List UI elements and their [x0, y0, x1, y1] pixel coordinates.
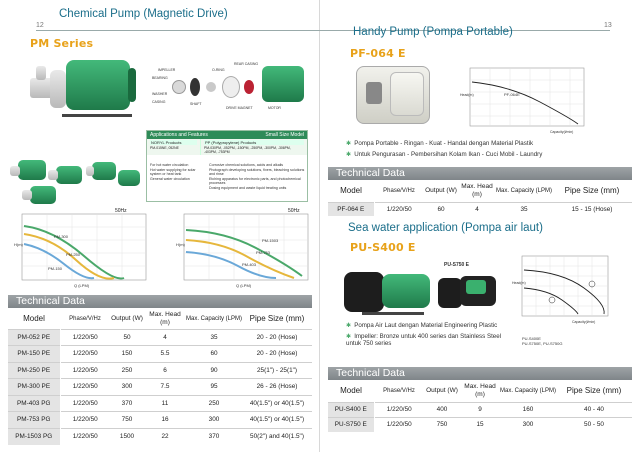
- table-cell: 95: [186, 379, 242, 396]
- small-pumps-image: [8, 150, 148, 210]
- curve-label: PM-250: [66, 252, 81, 257]
- use-item: Photograph developing solutions, fixers, bleaching solutions and rinse: [209, 167, 305, 177]
- curve-label: PM-753: [256, 250, 271, 255]
- bullet-item: ✱ Pompa Air Laut dengan Material Engineering Plastic: [346, 322, 498, 329]
- table-cell: 300: [186, 412, 242, 429]
- col-header: Output (W): [424, 180, 458, 202]
- part-label: DRIVE MAGNET: [226, 106, 253, 110]
- model-cell: PM-1503 PG: [8, 428, 60, 445]
- pu-technical-table: [328, 380, 632, 432]
- table-cell: 300: [500, 417, 556, 432]
- chart2-performance-curve: [176, 212, 312, 288]
- table-cell: 250: [110, 362, 144, 379]
- table-cell: 40(1.5") or 40(1.5"): [242, 412, 312, 429]
- use-item: For hot water circulation: [150, 163, 189, 167]
- col-header: Max. Head (m): [460, 380, 500, 402]
- pu-s750-label: PU-S750 E: [444, 262, 470, 268]
- table-cell: 160: [500, 402, 556, 417]
- chart2-xlabel: Q (LPM): [236, 283, 252, 288]
- sea-technical-data-header: Technical Data: [328, 367, 632, 380]
- use-item: Dosing equipment and waste liquid treating units: [209, 185, 287, 190]
- pu-bullets: [346, 322, 516, 348]
- top-rule: [36, 30, 320, 31]
- bullet-text: Pompa Air Laut dengan Material Engineering Plastic: [354, 322, 498, 329]
- table-row: [8, 395, 312, 412]
- table-cell: 16: [144, 412, 186, 429]
- table-cell: 1/220/50: [60, 379, 110, 396]
- sea-series-title: PU-S400 E: [350, 241, 416, 254]
- model-cell: PM-150 PE: [8, 346, 60, 363]
- bullet-item: ✱ Impeller: Bronze untuk 400 series dan Stainless Steel untuk 750 series: [346, 332, 502, 347]
- table-cell: 1/220/50: [60, 346, 110, 363]
- model-cell: PM-403 PG: [8, 395, 60, 412]
- table-cell: 1/220/50: [374, 202, 424, 216]
- table-cell: 5.5: [144, 346, 186, 363]
- table-cell: 150: [110, 346, 144, 363]
- curve-label: PM-150: [48, 266, 63, 271]
- col-header: Max. Head (m): [144, 309, 186, 329]
- bullet-text: Untuk Pengurasan - Pembersihan Kolam Ikan - Cuci Mobil - Laundry: [354, 150, 543, 158]
- table-row: [8, 379, 312, 396]
- series-title: PF-064 E: [350, 47, 406, 60]
- use-item: Hot water supplying for solar system or heat tank: [150, 167, 196, 177]
- use-item: Etching apparatus for electronic parts, and photochemical processes: [209, 176, 301, 186]
- table-row: [8, 346, 312, 363]
- table-cell: 400: [424, 402, 460, 417]
- chart1-ylabel: H(m): [14, 242, 23, 247]
- pp-models: PM-030PM, -052PM, -150PM, -250PM, -300PM, -306PM, -403PM, -753PM: [204, 146, 291, 154]
- col-header: Max. Head (m): [458, 180, 496, 202]
- table-cell: 15: [460, 417, 500, 432]
- chart1-xlabel: Q (LPM): [74, 283, 90, 288]
- chart1-freq: 50Hz: [115, 208, 127, 214]
- table-cell: 750: [110, 412, 144, 429]
- table-row: [8, 428, 312, 445]
- table-row: [8, 329, 312, 346]
- table-row: [328, 417, 632, 432]
- table-cell: 20 - 20 (Hose): [242, 346, 312, 363]
- col-header: Output (W): [110, 309, 144, 329]
- chart-ylabel: Head(m): [460, 93, 474, 97]
- col-header: Max. Capacity (LPM): [496, 180, 552, 202]
- applications-header: [147, 131, 307, 139]
- table-cell: 15 - 15 (Hose): [552, 202, 632, 216]
- table-cell: 25(1") - 25(1"): [242, 362, 312, 379]
- table-cell: 4: [144, 329, 186, 346]
- model-cell: PM-300 PE: [8, 379, 60, 396]
- table-cell: 4: [458, 202, 496, 216]
- bullet-text: Impeller: Bronze untuk 400 series dan Stainless Steel untuk 750 series: [346, 332, 502, 347]
- table-cell: 1/220/50: [60, 395, 110, 412]
- part-label: MOTOR: [268, 106, 281, 110]
- part-label: WASHER: [152, 92, 168, 96]
- pu-s750-pump-image: [438, 270, 502, 318]
- table-cell: 1/220/50: [374, 417, 424, 432]
- part-label: SHAFT: [190, 102, 202, 106]
- page-title: Chemical Pump (Magnetic Drive): [59, 8, 228, 20]
- chart-ylabel: Head(m): [512, 281, 526, 285]
- col-header: Model: [328, 180, 374, 202]
- curve-label: PM-403: [242, 262, 257, 267]
- pf064-bullets: [346, 140, 636, 158]
- table-row: [8, 412, 312, 429]
- table-cell: 1/220/50: [60, 428, 110, 445]
- part-label: BEARING: [152, 76, 168, 80]
- sea-section-title: Sea water application (Pompa air laut): [348, 222, 543, 234]
- table-row: [328, 202, 632, 216]
- col-header: Output (W): [424, 380, 460, 402]
- table-cell: 300: [110, 379, 144, 396]
- use-item: General water circulation: [150, 176, 190, 181]
- col-header: Model: [328, 380, 374, 402]
- noryl-models: PM-015NE, 052NE: [150, 146, 179, 150]
- table-cell: 1/220/50: [60, 329, 110, 346]
- table-cell: 50 - 50: [556, 417, 632, 432]
- table-cell: 40(1.5") or 40(1.5"): [242, 395, 312, 412]
- col-header: Model: [8, 309, 60, 329]
- page-number: 13: [604, 22, 612, 29]
- col-header: Pipe Size (mm): [552, 180, 632, 202]
- col-header: Max. Capacity (LPM): [500, 380, 556, 402]
- uses-right: [209, 163, 305, 191]
- table-cell: 370: [186, 428, 242, 445]
- table-cell: 50(2") and 40(1.5"): [242, 428, 312, 445]
- col-header: Max. Capacity (LPM): [186, 309, 242, 329]
- page-title: Handy Pump (Pompa Portable): [353, 26, 513, 38]
- right-page: [320, 0, 640, 452]
- chart1-performance-curve: [14, 212, 150, 288]
- table-cell: 60: [186, 346, 242, 363]
- part-label: REAR CASING: [234, 62, 259, 66]
- pf064-pump-image: [350, 62, 436, 128]
- table-cell: 250: [186, 395, 242, 412]
- col-header: Phase/V/Hz: [374, 380, 424, 402]
- table-cell: 370: [110, 395, 144, 412]
- table-cell: 9: [460, 402, 500, 417]
- applications-title: Applications and Features: [150, 132, 208, 138]
- table-cell: 7.5: [144, 379, 186, 396]
- part-label: CASING: [152, 100, 166, 104]
- table-cell: 1500: [110, 428, 144, 445]
- table-cell: 90: [186, 362, 242, 379]
- bullet-text: Pompa Portable - Ringan - Kuat - Handal dengan Material Plastik: [354, 140, 534, 147]
- chart2-freq: 50Hz: [288, 208, 300, 214]
- uses-left: [150, 163, 200, 181]
- legend-item: PU-S400E: [522, 336, 541, 341]
- model-cell: PM-250 PE: [8, 362, 60, 379]
- col-header: Phase/V/Hz: [60, 309, 110, 329]
- table-cell: 1/220/50: [60, 412, 110, 429]
- model-cell: PM-753 PG: [8, 412, 60, 429]
- table-cell: 50: [110, 329, 144, 346]
- table-cell: 60: [424, 202, 458, 216]
- model-cell: PM-052 PE: [8, 329, 60, 346]
- table-cell: 35: [186, 329, 242, 346]
- technical-data-header: Technical Data: [328, 167, 632, 180]
- bullet-item: ✱ Untuk Pengurasan - Pembersihan Kolam Ikan - Cuci Mobil - Laundry: [346, 150, 543, 158]
- part-label: IMPELLER: [158, 68, 176, 72]
- table-cell: 22: [144, 428, 186, 445]
- legend-item: PU-S750E, PU-S750G: [522, 341, 563, 346]
- curve-label: PM-300: [54, 234, 69, 239]
- table-cell: 1/220/50: [60, 362, 110, 379]
- pu-performance-chart: [512, 254, 612, 334]
- table-cell: 20 - 20 (Hose): [242, 329, 312, 346]
- noryl-title: NORYL Products: [150, 140, 197, 145]
- chart-xlabel: Capacity(l/min): [572, 320, 596, 324]
- col-header: Pipe Size (mm): [556, 380, 632, 402]
- model-cell: PF-064 E: [328, 202, 374, 216]
- col-header: Phase/V/Hz: [374, 180, 424, 202]
- pm-pump-image: [28, 56, 138, 122]
- pp-title: PP (Polypropylene) Products: [204, 140, 304, 145]
- chart-xlabel: Capacity(l/min): [550, 130, 574, 134]
- table-row: [8, 362, 312, 379]
- table-row: [328, 402, 632, 417]
- pf064-technical-table: [328, 180, 632, 216]
- pu-chart-legend: [522, 336, 562, 346]
- table-cell: 26 - 26 (Hose): [242, 379, 312, 396]
- applications-box: [146, 130, 308, 202]
- curve-label: PM-1503: [262, 238, 279, 243]
- technical-data-header: Technical Data: [8, 295, 312, 308]
- col-header: Pipe Size (mm): [242, 309, 312, 329]
- part-label: O-RING: [212, 68, 225, 72]
- small-size-label: Small Size Model: [265, 132, 304, 138]
- model-cell: PU-S400 E: [328, 402, 374, 417]
- exploded-diagram: [150, 56, 310, 126]
- series-title: PM Series: [30, 37, 94, 50]
- table-cell: 6: [144, 362, 186, 379]
- table-cell: 35: [496, 202, 552, 216]
- use-item: Corrosive chemical solutions, acids and alkalis: [209, 163, 284, 167]
- bullet-item: ✱ Pompa Portable - Ringan - Kuat - Handal dengan Material Plastik: [346, 140, 534, 147]
- pm-technical-table: [8, 309, 312, 445]
- curve-label: PF-064E: [504, 92, 520, 97]
- table-cell: 750: [424, 417, 460, 432]
- table-cell: 40 - 40: [556, 402, 632, 417]
- chart2-ylabel: H(m): [176, 242, 185, 247]
- pf064-performance-chart: [460, 66, 588, 134]
- table-cell: 1/220/50: [374, 402, 424, 417]
- pu-s400-pump-image: [342, 260, 436, 320]
- table-cell: 11: [144, 395, 186, 412]
- model-cell: PU-S750 E: [328, 417, 374, 432]
- page-number: 12: [36, 22, 44, 29]
